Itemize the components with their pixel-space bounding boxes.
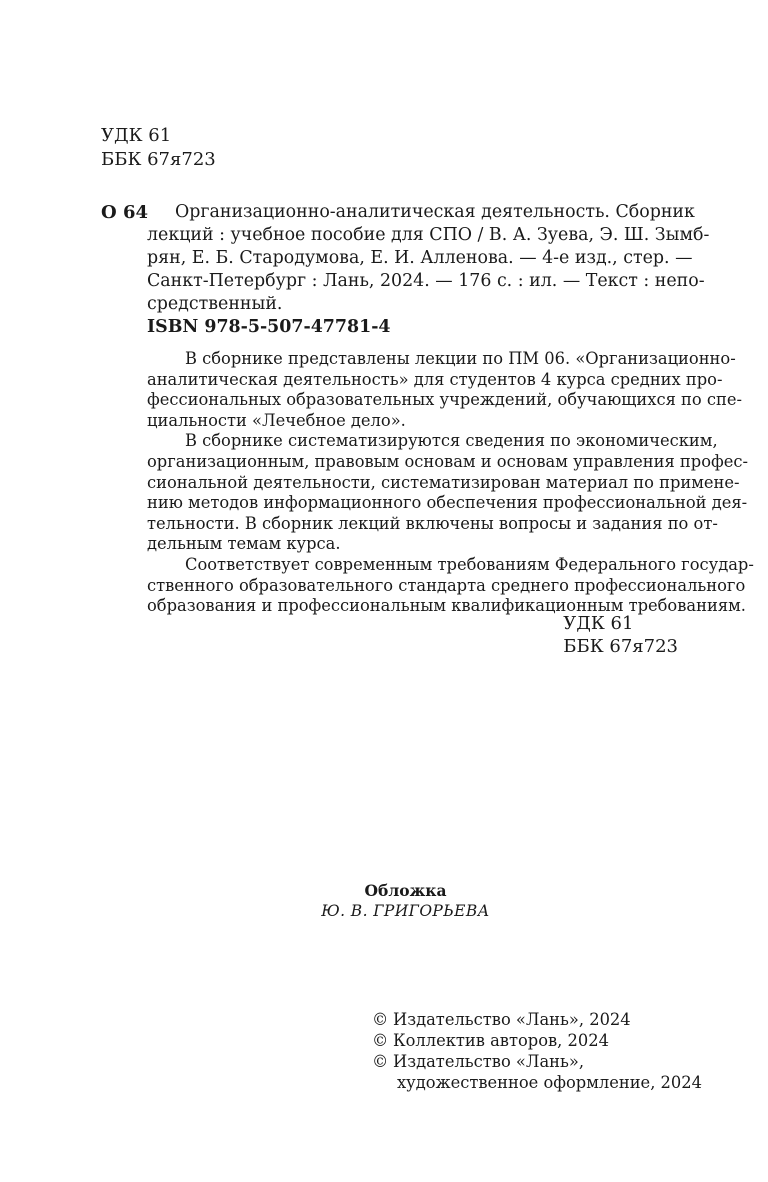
annotation-line: Соответствует современным требованиям Федерального государ- (185, 554, 754, 574)
annotation-line: образования и профессиональным квалификационным требованиям. (147, 596, 746, 616)
annotation-line: тельности. В сборник лекций включены вопросы и задания по от- (147, 513, 718, 533)
bibliographic-record (147, 201, 710, 316)
biblio-line: средственный. (147, 294, 283, 314)
bbk-code: ББК 67я723 (563, 636, 678, 657)
biblio-line: лекций : учебное пособие для СПО / В. А. Зуева, Э. Ш. Зымб- (147, 225, 710, 245)
annotation-line: циальности «Лечебное дело». (147, 410, 406, 430)
annotation-line: сиональной деятельности, систематизирован материал по примене- (147, 472, 740, 492)
udk-block-bottom (563, 612, 678, 658)
annotation-line: организационным, правовым основам и основам управления профес- (147, 451, 748, 471)
isbn: ISBN 978-5-507-47781-4 (147, 317, 391, 337)
annotation-line: ственного образовательного стандарта среднего профессионального (147, 575, 746, 595)
copyright-text: Коллектив авторов, 2024 (393, 1031, 609, 1050)
copyright-line (372, 1030, 702, 1051)
biblio-line: Организационно-аналитическая деятельность. Сборник (175, 202, 695, 222)
copyright-text: Издательство «Лань», (393, 1052, 585, 1071)
cover-designer: Ю. В. ГРИГОРЬЕВА (321, 902, 490, 920)
copyright-line (372, 1009, 702, 1030)
copyright-continuation: художественное оформление, 2024 (397, 1073, 702, 1092)
cover-label: Обложка (364, 881, 447, 900)
copyright-icon: © (372, 1031, 389, 1050)
udk-code: УДК 61 (101, 125, 172, 146)
biblio-line: рян, Е. Б. Стародумова, Е. И. Алленова. — 4-е изд., стер. — (147, 248, 693, 268)
annotation-line: В сборнике систематизируются сведения по экономическим, (185, 431, 718, 451)
annotation-line: нию методов информационного обеспечения профессиональной дея- (147, 493, 748, 513)
annotation-line: дельным темам курса. (147, 534, 341, 554)
author-mark: О 64 (101, 202, 148, 223)
biblio-line: Санкт-Петербург : Лань, 2024. — 176 с. : ил. — Текст : непо- (147, 271, 705, 291)
copyright-line (372, 1051, 702, 1072)
annotation (147, 349, 754, 617)
copyright-block (372, 1009, 702, 1093)
copyright-text: Издательство «Лань», 2024 (393, 1010, 631, 1029)
copyright-icon: © (372, 1010, 389, 1029)
copyright-icon: © (372, 1052, 389, 1071)
udk-code: УДК 61 (563, 613, 634, 634)
annotation-line: фессиональных образовательных учреждений, обучающихся по спе- (147, 390, 742, 410)
udk-block-top (101, 124, 216, 172)
annotation-line: В сборнике представлены лекции по ПМ 06. «Организационно- (185, 349, 736, 368)
cover-credit (288, 880, 523, 922)
bbk-code: ББК 67я723 (101, 149, 216, 170)
annotation-line: аналитическая деятельность» для студентов 4 курса средних про- (147, 369, 723, 389)
